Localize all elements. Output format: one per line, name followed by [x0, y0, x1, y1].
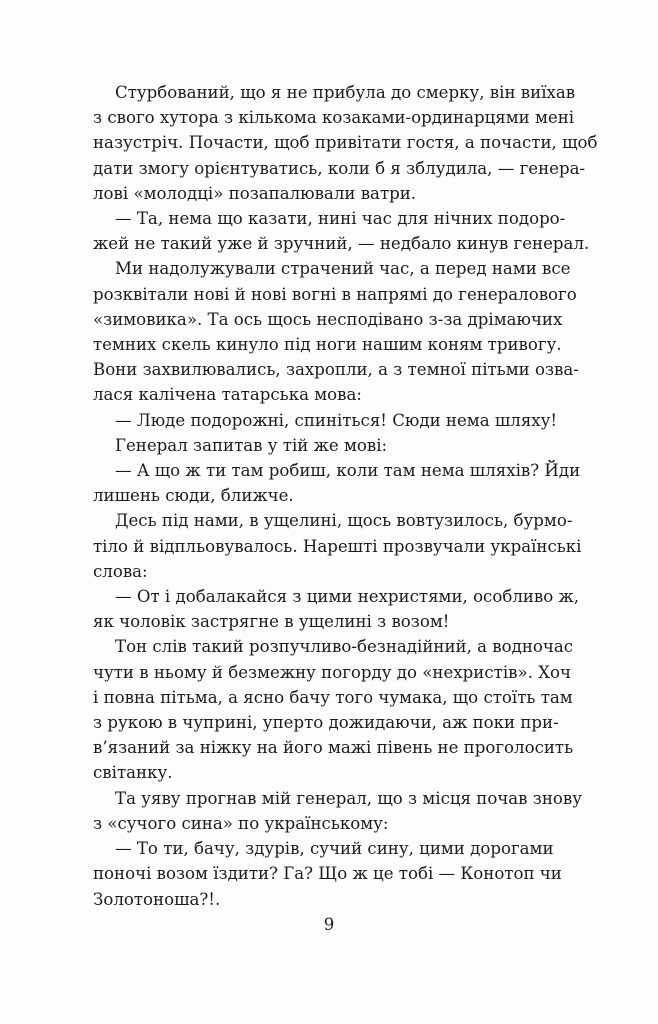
text-line: з рукою в чуприні, уперто дожидаючи, аж поки при-	[93, 713, 559, 733]
text-line: з свого хутора з кількома козаками-ординарцями мені	[93, 108, 575, 128]
text-line: лові «молодці» позапалювали ватри.	[93, 183, 417, 203]
text-line: — От і добалакайся з цими нехристями, особливо ж,	[115, 587, 580, 607]
text-line: лася калічена татарська мова:	[93, 385, 362, 405]
paragraph	[93, 584, 580, 634]
text-line: Ми надолужували страчений час, а перед нами все	[115, 259, 571, 279]
text-line: Генерал запитав у тій же мові:	[115, 435, 388, 455]
text-line: з «сучого сина» по українському:	[93, 813, 389, 833]
text-line: «зимовика». Та ось щось несподівано з-за дрімаючих	[93, 309, 563, 329]
paragraph	[93, 458, 581, 508]
paragraph	[93, 433, 545, 458]
paragraph	[93, 634, 574, 785]
text-line: жей не такий уже й зручний, — недбало кинув генерал.	[93, 234, 590, 254]
paragraph	[93, 786, 583, 836]
text-line: тіло й відпльовувалось. Нарешті прозвучали українські	[93, 536, 582, 556]
text-line: світанку.	[93, 763, 173, 783]
paragraph	[93, 508, 582, 584]
text-line: Золотоноша?!.	[93, 889, 221, 909]
text-line: як чоловік застрягне в ущелині з возом!	[93, 612, 450, 632]
text-line: поночі возом їздити? Га? Що ж це тобі — Конотоп чи	[93, 864, 562, 884]
paragraph	[93, 408, 558, 433]
paragraph	[93, 80, 598, 206]
paragraph	[93, 206, 590, 256]
page-number: 9	[323, 915, 335, 934]
text-line: Стурбований, що я не прибула до смерку, він виїхав	[115, 83, 576, 102]
text-line: темних скель кинуло під ноги нашим коням тривогу.	[93, 335, 562, 355]
text-line: — Люде подорожні, спиніться! Сюди нема шляху!	[115, 410, 558, 430]
text-line: Тон слів такий розпучливо-безнадійний, а водночас	[115, 637, 574, 657]
paragraph	[93, 256, 579, 407]
text-line: розквітали нові й нові вогні в напрямі до генералового	[93, 284, 577, 304]
text-line: — Та, нема що казати, нині час для нічних подоро-	[115, 209, 566, 229]
body-text	[93, 80, 598, 912]
text-line: і повна пітьма, а ясно бачу того чумака, що стоїть там	[93, 687, 573, 707]
text-line: назустріч. Почасти, щоб привітати гостя, а почасти, щоб	[93, 133, 598, 153]
text-line: Вони захвилювались, захропли, а з темної пітьми озва-	[93, 360, 579, 380]
text-line: слова:	[93, 561, 148, 581]
text-line: — То ти, бачу, здурів, сучий сину, цими дорогами	[115, 839, 554, 859]
text-line: Десь під нами, в ущелині, щось вовтузилось, бурмо-	[115, 511, 573, 531]
text-line: — А що ж ти там робиш, коли там нема шляхів? Йди	[115, 461, 581, 481]
text-line: в’язаний за ніжку на його мажі півень не проголосить	[93, 738, 574, 758]
paragraph	[93, 836, 562, 912]
text-line: лишень сюди, ближче.	[93, 486, 294, 506]
text-line: дати змогу орієнтуватись, коли б я зблудила, — генера-	[93, 158, 586, 178]
text-line: Та уяву прогнав мій генерал, що з місця почав знову	[115, 788, 583, 808]
text-line: чути в ньому й безмежну погорду до «нехристів». Хоч	[93, 662, 571, 682]
